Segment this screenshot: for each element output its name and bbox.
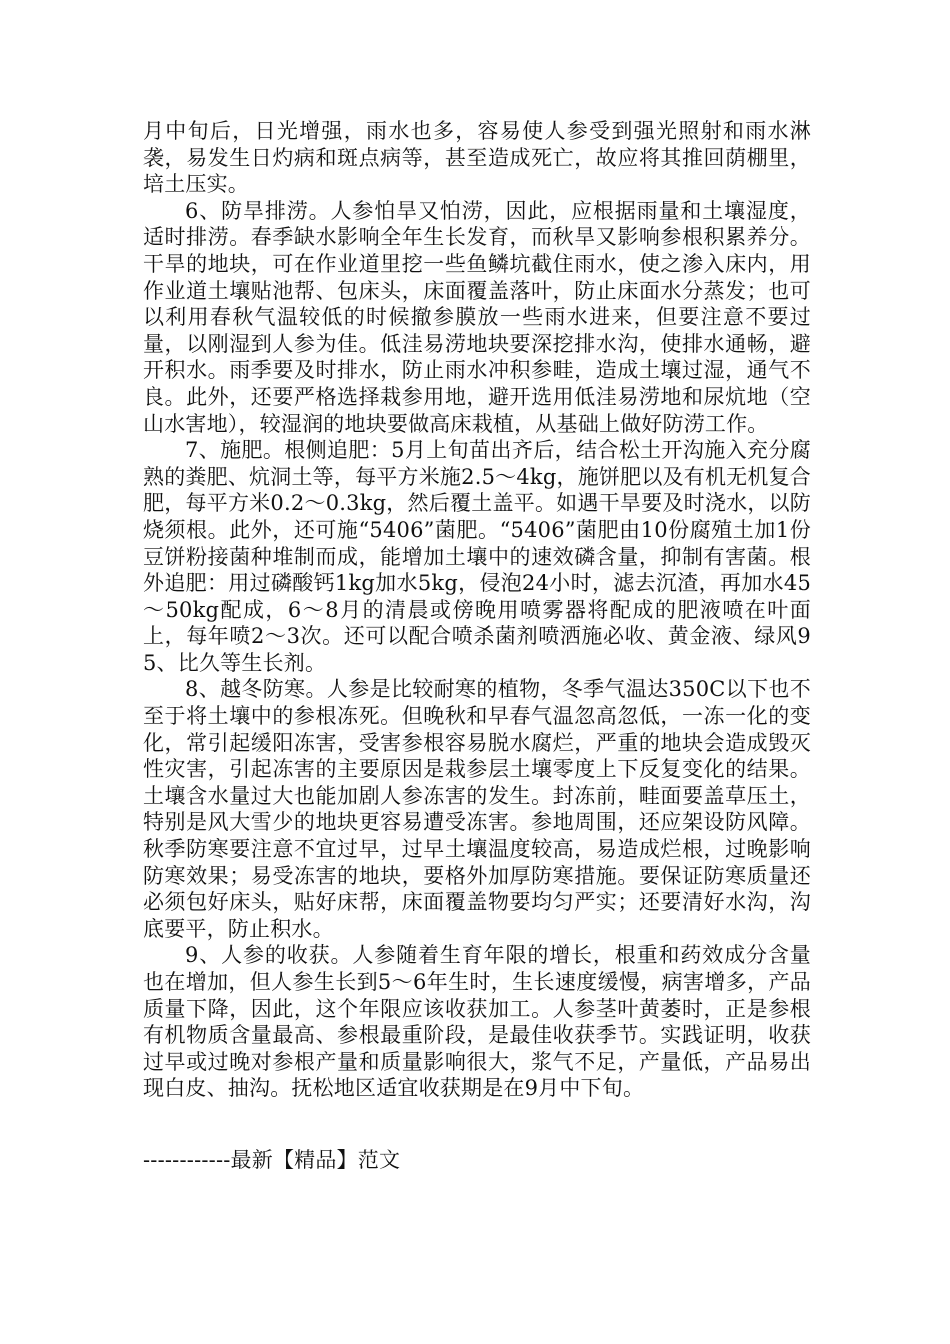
paragraph-winter-cold-protection: 8、越冬防寒。人参是比较耐寒的植物，冬季气温达350C以下也不至于将土壤中的参根冻死。但晚秋和早春气温忽高忽低，一冻一化的变化，常引起缓阳冻害，受害参根容易脱水腐烂，严重的地块会造成毁灭性灾害，引起冻害的主要原因是栽参层土壤零度上下反复变化的结果。土壤含水量过大也能加剧人参冻害的发生。封冻前，畦面要盖草压土，特别是风大雪少的地块更容易遭受冻害。参地周围，还应架设防风障。秋季防寒要注意不宜过早，过早土壤温度较高，易造成烂根，过晚影响防寒效果；易受冻害的地块，要格外加厚防寒措施。要保证防寒质量还必须包好床头，贴好床帮，床面覆盖物要均匀严实；还要清好水沟，沟底要平，防止积水。 — [143, 677, 811, 941]
footer-label: ------------最新【精品】范文 — [143, 1148, 401, 1172]
paragraph-drought-flood-prevention: 6、防旱排涝。人参怕旱又怕涝，因此，应根据雨量和土壤湿度，适时排涝。春季缺水影响全年生长发育，而秋旱又影响参根积累养分。干旱的地块，可在作业道里挖一些鱼鳞坑截住雨水，使之渗入床内，用作业道土壤贴池帮、包床头，床面覆盖落叶，防止床面水分蒸发；也可以利用春秋气温较低的时候撤参膜放一些雨水进来，但要注意不要过量，以刚湿到人参为佳。低洼易涝地块要深挖排水沟，使排水通畅，避开积水。雨季要及时排水，防止雨水冲积参畦，造成土壤过湿，通气不良。此外，还要严格选择栽参用地，避开选用低洼易涝地和尿炕地（空山水害地），较湿润的地块要做高床栽植，从基础上做好防涝工作。 — [143, 198, 811, 436]
paragraph-ginseng-harvest: 9、人参的收获。人参随着生育年限的增长，根重和药效成分含量也在增加，但人参生长到5～6年生时，生长速度缓慢，病害增多，产品质量下降，因此，这个年限应该收获加工。人参茎叶黄萎时，正是参根有机物质含量最高、参根最重阶段，是最佳收获季节。实践证明，收获过早或过晚对参根产量和质量影响很大，浆气不足，产量低，产品易出现白皮、抽沟。抚松地区适宜收获期是在9月中下旬。 — [143, 943, 811, 1101]
paragraph-fertilization: 7、施肥。根侧追肥：5月上旬苗出齐后，结合松土开沟施入充分腐熟的粪肥、炕洞土等，每平方米施2.5～4kg，施饼肥以及有机无机复合肥，每平方米0.2～0.3kg，然后覆土盖平。如遇干旱要及时浇水，以防烧须根。此外，还可施“5406”菌肥。“5406”菌肥由10份腐殖土加1份豆饼粉接菌种堆制而成，能增加土壤中的速效磷含量，抑制有害菌。根外追肥：用过磷酸钙1kg加水5kg，侵泡24小时，滤去沉渣，再加水45～50kg配成，6～8月的清晨或傍晚用喷雾器将配成的肥液喷在叶面上，每年喷2～3次。还可以配合喷杀菌剂喷洒施必收、黄金液、绿风95、比久等生长剂。 — [143, 438, 811, 675]
document-body — [143, 118, 811, 1102]
paragraph-continuation: 月中旬后，日光增强，雨水也多，容易使人参受到强光照射和雨水淋袭，易发生日灼病和斑点病等，甚至造成死亡，故应将其推回荫棚里，培土压实。 — [143, 119, 811, 197]
